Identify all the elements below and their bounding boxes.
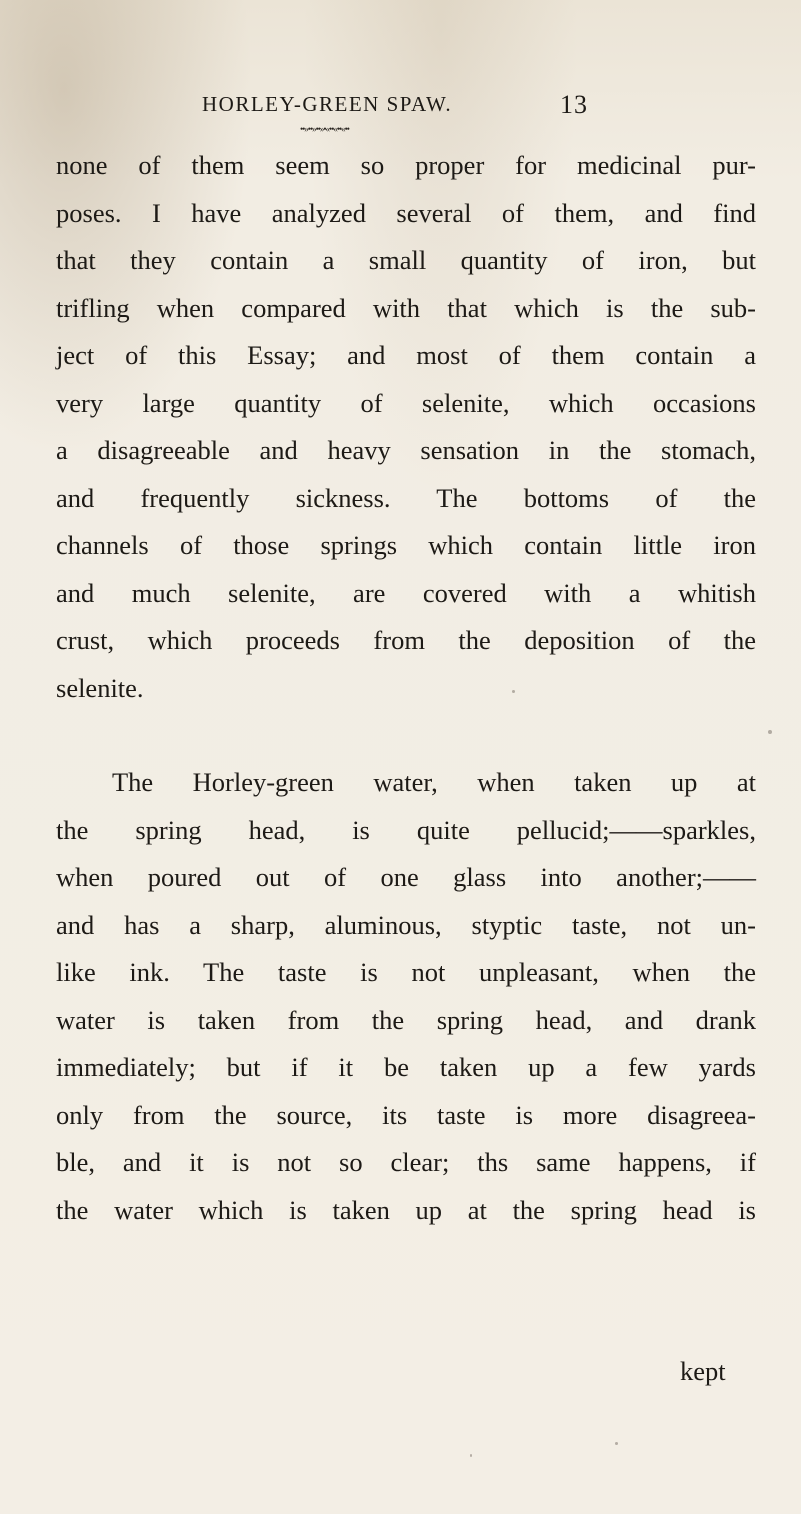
text-line: that they contain a small quantity of iron, but	[56, 245, 756, 275]
page-number: 13	[560, 90, 588, 119]
text-line: very large quantity of selenite, which occasions	[56, 387, 756, 418]
body-text	[56, 142, 756, 1234]
running-head: HORLEY-GREEN SPAW.	[202, 92, 453, 116]
text-line: ble, and it is not so clear; ths same happens, if	[56, 1147, 756, 1177]
text-line: water is taken from the spring head, and drank	[56, 1004, 756, 1035]
text-line: crust, which proceeds from the deposition of the	[56, 625, 756, 655]
text-line: the water which is taken up at the spring head is	[56, 1194, 756, 1225]
text-line: only from the source, its taste is more disagreea-	[56, 1099, 756, 1130]
text-line: poses. I have analyzed several of them, and find	[56, 197, 756, 228]
text-line: channels of those springs which contain little iron	[56, 530, 756, 560]
text-line: like ink. The taste is not unpleasant, when the	[56, 957, 756, 987]
text-line: and frequently sickness. The bottoms of the	[56, 482, 756, 513]
text-line: none of them seem so proper for medicinal pur-	[56, 150, 756, 180]
paper-speck	[615, 1442, 618, 1445]
text-line: when poured out of one glass into another;——	[56, 862, 756, 892]
paragraph-1	[56, 142, 756, 712]
header-ornament: ••»••»••»•«••«••«••	[300, 124, 349, 134]
page-header	[202, 92, 602, 122]
paragraph-2	[56, 759, 756, 1234]
text-line: the spring head, is quite pellucid;——sparkles,	[56, 814, 756, 845]
text-line: a disagreeable and heavy sensation in the stomach,	[56, 435, 756, 465]
text-line: immediately; but if it be taken up a few yards	[56, 1052, 756, 1082]
paragraph-gap	[56, 712, 756, 759]
paper-speck	[768, 730, 772, 734]
text-line: selenite.	[56, 672, 144, 703]
text-line: ject of this Essay; and most of them contain a	[56, 340, 756, 370]
text-line: and much selenite, are covered with a whitish	[56, 577, 756, 608]
catchword: kept	[680, 1356, 726, 1386]
paper-speck	[470, 1454, 472, 1457]
text-line: trifling when compared with that which is the sub-	[56, 292, 756, 323]
paper-speck	[512, 690, 515, 693]
text-line: and has a sharp, aluminous, styptic taste, not un-	[56, 909, 756, 940]
text-line: The Horley-green water, when taken up at	[112, 767, 756, 797]
